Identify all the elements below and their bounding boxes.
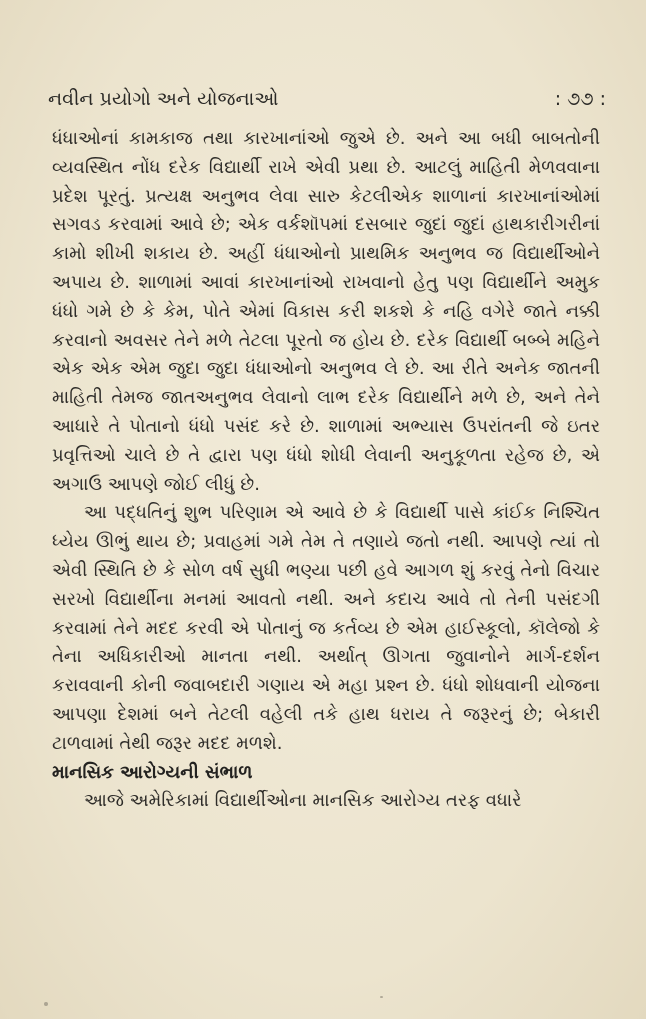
paragraph-occupations: ધંધાઓનાં કામકાજ તથા કારખાનાંઓ જુએ છે. અને આ બધી બાબતોની વ્યવસ્થિત નોંધ દરેક વિદ્યાર્થી રાખે એવી પ્રથા છે. આટલું માહિતી મેળવવાના પ્રદેશ પૂરતું. પ્રત્યક્ષ અનુભવ લેવા સારુ કેટલીએક શાળાનાં કારખાનાંઓમાં સગવડ કરવામાં આવે છે; એક વર્કશૉપમાં દસબાર જુદાં જુદાં હાથકારીગરીનાં કામો શીખી શકાય છે. અહીં ધંધાઓનો પ્રાથમિક અનુભવ જ વિદ્યાર્થીઓને અપાય છે. શાળામાં આવાં કારખાનાંઓ રાખવાનો હેતુ પણ વિદ્યાર્થીને અમુક ધંધો ગમે છે કે કેમ, પોતે એમાં વિકાસ કરી શકશે કે નહિ વગેરે જાતે નક્કી કરવાનો અવસર તેને મળે તેટલા પૂરતો જ હોય છે. દરેક વિદ્યાર્થી બબ્બે મહિને એક એક એમ જુદા જુદા ધંધાઓનો અનુભવ લે છે. આ રીતે અનેક જાતની માહિતી તેમજ જાતઅનુભવ લેવાનો લાભ દરેક વિદ્યાર્થીને મળે છે, અને તેને આધારે તે પોતાનો ધંધો પસંદ કરે છે. શાળામાં અભ્યાસ ઉપરાંતની જે ઇતર પ્રવૃત્તિઓ ચાલે છે તે દ્વારા પણ ધંધો શોધી લેવાની અનુકૂળતા રહેજ છે, એ અગાઉ આપણે જોઈ લીધું છે. [52,128,600,495]
paper-speck [380,996,383,998]
paragraph-result: આ પદ્ધતિનું શુભ પરિણામ એ આવે છે કે વિદ્યાર્થી પાસે કાંઈક નિશ્ચિત ધ્યેય ઊભું થાય છે; પ્રવાહમાં ગમે તેમ તે તણાયે જતો નથી. આપણે ત્યાં તો એવી સ્થિતિ છે કે સોળ વર્ષ સુધી ભણ્યા પછી હવે આગળ શું કરવું તેનો વિચાર સરખો વિદ્યાર્થીના મનમાં આવતો નથી. અને કદાચ આવે તો તેની પસંદગી કરવામાં તેને મદદ કરવી એ પોતાનું જ કર્તવ્ય છે એમ હાઈસ્કૂલો, કૉલેજો કે તેના અધિકારીઓ માનતા નથી. અર્થાત્ ઊગતા જુવાનોને માર્ગ-દર્શન કરાવવાની કોની જવાબદારી ગણાય એ મહા પ્રશ્ન છે. ધંધો શોધવાની યોજના આપણા દેશમાં બને તેટલી વહેલી તકે હાથ ધરાય તે જરૂરનું છે; બેકારી ટાળવામાં તેથી જરૂર મદદ મળશે. [52,502,600,754]
page-header [48,88,606,122]
page-number: : ૭૭ : [554,88,606,110]
section-heading: માનસિક આરોગ્યની સંભાળ [52,761,253,783]
body-text [52,125,600,816]
paragraph-mental-health: આજે અમેરિકામાં વિદ્યાર્થીઓના માનસિક આરોગ્ય તરફ વધારે [84,790,522,812]
running-head: નવીન પ્રયોગો અને યોજનાઓ [48,88,279,110]
paper-speck [44,1002,48,1006]
